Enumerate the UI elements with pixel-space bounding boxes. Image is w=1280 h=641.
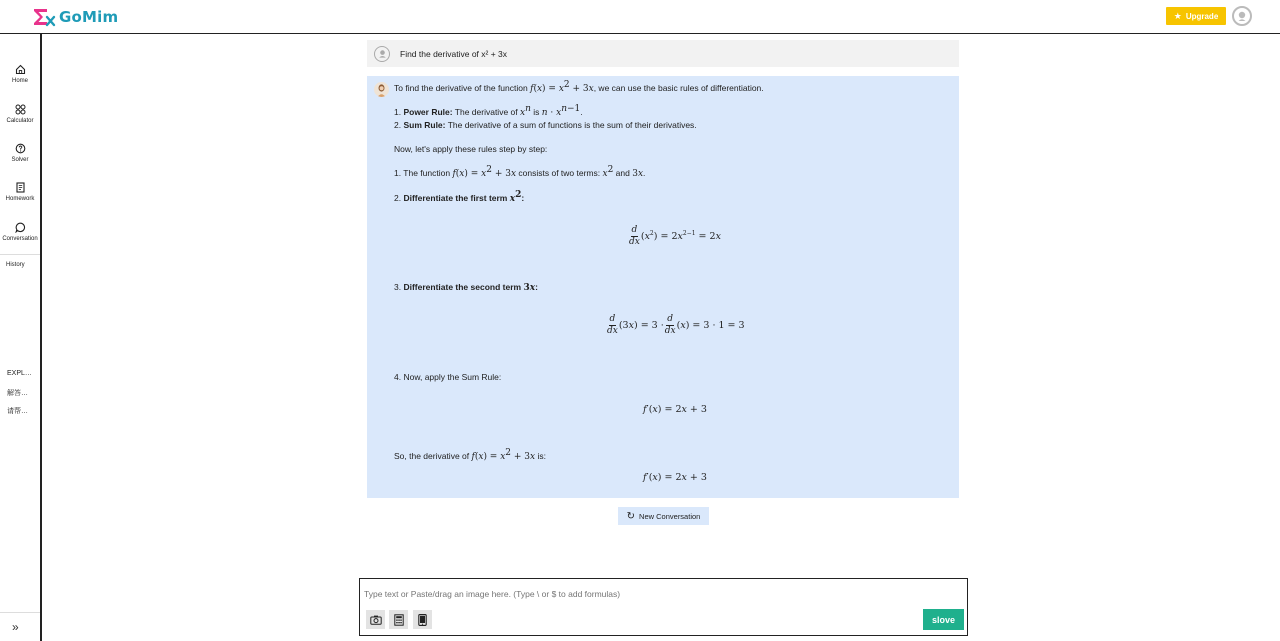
rule-text: The derivative of xyxy=(452,107,520,117)
step-title: : xyxy=(521,193,525,203)
user-question-bubble xyxy=(367,40,959,67)
sidebar-item-solver[interactable] xyxy=(0,143,40,163)
rule-title: Sum Rule: xyxy=(403,120,446,130)
sidebar-item-label: Calculator xyxy=(6,118,34,124)
assistant-avatar-icon xyxy=(374,82,389,97)
top-header xyxy=(0,0,1280,34)
camera-icon xyxy=(370,615,382,625)
apply-line: Now, let's apply these rules step by step: xyxy=(394,144,548,154)
step-title: Differentiate the first term xyxy=(403,193,510,203)
conclusion-text: So, the derivative of xyxy=(394,451,472,461)
rule-text: The derivative of a sum of functions is the sum of their derivatives. xyxy=(445,120,697,130)
sidebar-item-label: Homework xyxy=(5,196,35,202)
history-item[interactable]: 解答… xyxy=(7,390,28,397)
list-number: 2. xyxy=(394,193,404,203)
sidebar-item-home[interactable] xyxy=(0,64,40,84)
step-text: 1. The function xyxy=(394,168,453,178)
github-icon xyxy=(1236,10,1248,22)
list-number: 1. xyxy=(394,107,404,117)
sidebar-item-homework[interactable] xyxy=(0,182,40,202)
rule-title: Power Rule: xyxy=(403,107,453,117)
sidebar-divider xyxy=(0,612,40,613)
sidebar-item-label: Conversation xyxy=(2,236,38,242)
answer-bubble xyxy=(367,76,959,498)
expand-sidebar-icon[interactable]: » xyxy=(12,620,19,634)
question-input[interactable] xyxy=(364,589,914,599)
rule-text: . xyxy=(580,107,583,117)
sidebar-item-conversation[interactable] xyxy=(0,222,40,242)
solve-button[interactable]: slove xyxy=(923,609,964,630)
solver-icon xyxy=(15,143,26,154)
new-conversation-button[interactable] xyxy=(618,507,709,525)
refresh-icon: ↻ xyxy=(626,510,636,522)
step-text: . xyxy=(643,168,646,178)
star-icon: ★ xyxy=(1173,10,1182,21)
step-title: : xyxy=(535,282,538,292)
rule-text: is xyxy=(530,107,542,117)
sidebar-divider xyxy=(0,254,40,255)
equation-final: f′(x) = 2x + 3 xyxy=(643,472,707,483)
sidebar-item-label: Solver xyxy=(11,157,29,163)
app-name: GoMim xyxy=(59,8,119,26)
list-number: 2. xyxy=(394,120,404,130)
intro-text-end: , we can use the basic rules of differentiation. xyxy=(593,83,764,93)
intro-line: To find the derivative of the function $f(x) = x^2 + 3x$, we can use the basic rules of differentiation. xyxy=(394,80,764,94)
history-heading: History xyxy=(6,262,25,268)
logo[interactable] xyxy=(32,6,118,28)
formula: f xyxy=(530,84,534,94)
calculator-icon xyxy=(15,104,26,115)
intro-text: To find the derivative of the function xyxy=(394,83,531,93)
sidebar-item-label: Home xyxy=(11,78,28,84)
equation-step-4: f′(x) = 2x + 3 xyxy=(643,404,707,415)
step-3-line: 3. Differentiate the second term 3x: xyxy=(394,282,538,293)
history-item[interactable]: 请帮… xyxy=(7,408,28,415)
sidebar xyxy=(0,34,42,641)
list-number: 3. xyxy=(394,282,404,292)
chat-icon xyxy=(15,222,26,233)
rule-power-line: 1. Power Rule: The derivative of $x^n$ is $n \cdot x^{n-1}$. xyxy=(394,104,583,118)
sidebar-item-calculator[interactable] xyxy=(0,104,40,124)
conclusion-text: is: xyxy=(535,451,546,461)
input-panel xyxy=(359,578,968,636)
user-avatar-icon xyxy=(374,46,390,62)
question-text: Find the derivative of x² + 3x xyxy=(400,48,508,59)
homework-icon xyxy=(15,182,26,193)
step-2-line: 2. Differentiate the first term $x^2$: xyxy=(394,190,525,204)
step-text: and xyxy=(613,168,633,178)
rule-sum-line xyxy=(394,120,697,130)
user-avatar[interactable] xyxy=(1232,6,1252,26)
step-1-line: 1. The function $f(x) = x^2 + 3x$ consists of two terms: $x^2$ and 3x. xyxy=(394,165,646,179)
phone-icon xyxy=(418,614,427,626)
equation-step-2: $\frac{d}{dx}$ $(x^2) = 2x^{2-1} = 2x$ xyxy=(629,225,721,247)
calculator-icon xyxy=(394,614,404,626)
upgrade-button[interactable] xyxy=(1166,7,1226,25)
equation-step-3: $\frac{d}{dx}$ (3x) = 3 · $\frac{d}{dx}$ (x) = 3 · 1 = 3 xyxy=(607,314,745,336)
step-title: Differentiate the second term xyxy=(403,282,524,292)
upgrade-label: Upgrade xyxy=(1185,11,1219,21)
mobile-upload-button[interactable] xyxy=(413,610,432,629)
home-icon xyxy=(15,64,26,75)
sigma-x-logo-icon xyxy=(32,7,56,27)
calculator-keypad-button[interactable] xyxy=(389,610,408,629)
camera-button[interactable] xyxy=(366,610,385,629)
conclusion-line: So, the derivative of $f(x) = x^2 + 3x$ is: xyxy=(394,448,546,462)
new-conversation-label: New Conversation xyxy=(639,511,701,521)
history-item[interactable]: EXPL… xyxy=(7,370,32,377)
step-text: consists of two terms: xyxy=(516,168,603,178)
step-4-line: 4. Now, apply the Sum Rule: xyxy=(394,372,502,382)
